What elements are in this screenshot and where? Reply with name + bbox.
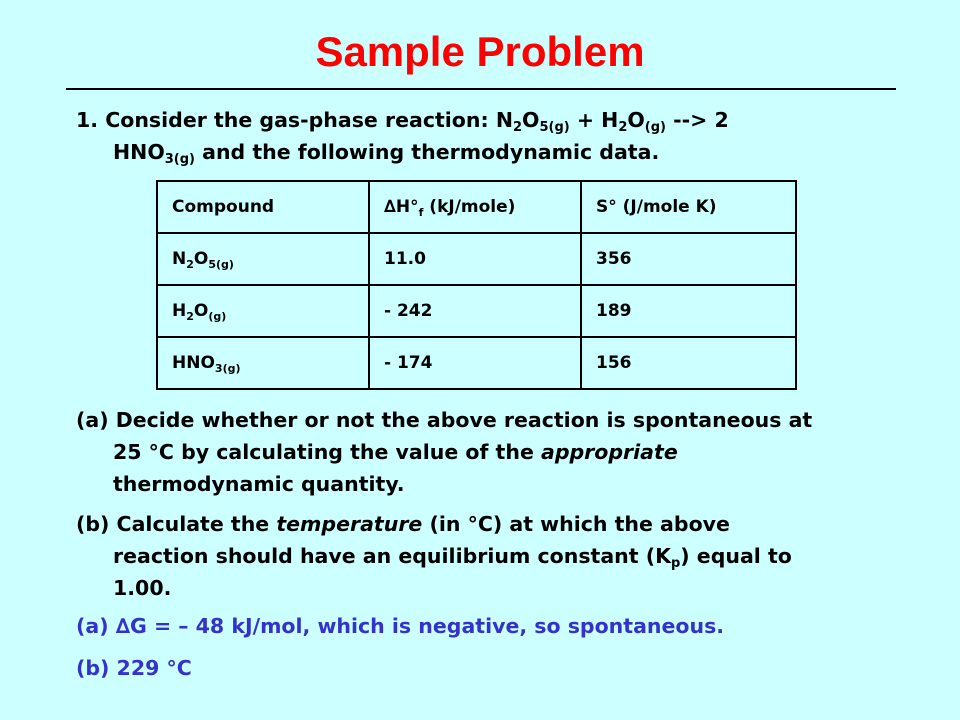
- table-row: [157, 233, 796, 285]
- table-header-row: [157, 181, 796, 233]
- enthalpy-cell: - 242: [369, 285, 581, 337]
- table-row: [157, 337, 796, 389]
- table-row: [157, 285, 796, 337]
- entropy-cell: 156: [581, 337, 796, 389]
- part-b-question: (b) Calculate the temperature (in °C) at which the above reaction should have an equilibrium constant $(K_p)$ equal to 1.00.: [76, 512, 792, 600]
- compound-cell: $H_2O_{(g)}$: [157, 285, 369, 337]
- enthalpy-cell: - 174: [369, 337, 581, 389]
- problem-intro: Consider the gas-phase reaction: $N_2O_{5(g)} + H_2O_{(g)}$ --> 2: [105, 108, 729, 135]
- header-entropy: S° (J/mole K): [581, 181, 796, 233]
- enthalpy-cell: 11.0: [369, 233, 581, 285]
- entropy-cell: 356: [581, 233, 796, 285]
- problem-number: 1.: [76, 108, 99, 132]
- answer-a: (a) ∆G = – 48 kJ/mol, which is negative, so spontaneous.: [76, 614, 725, 638]
- answer-b: (b) 229 °C: [76, 656, 192, 680]
- thermo-data-table: [156, 180, 797, 390]
- header-compound: Compound: [157, 181, 369, 233]
- header-enthalpy: $\Delta H^\circ_f$ (kJ/mole): [369, 181, 581, 233]
- problem-continuation: $HNO_{3(g)}$ and the following thermodynamic data.: [113, 140, 660, 167]
- entropy-cell: 189: [581, 285, 796, 337]
- title-divider: [66, 88, 896, 90]
- compound-cell: $HNO_{3(g)}$: [157, 337, 369, 389]
- compound-cell: $N_2O_{5(g)}$: [157, 233, 369, 285]
- slide-title: Sample Problem: [315, 28, 645, 75]
- part-a-question: (a) Decide whether or not the above reaction is spontaneous at 25 °C by calculating the value of the appropriate thermodynamic quantity.: [76, 408, 813, 496]
- problem-statement: [76, 104, 896, 168]
